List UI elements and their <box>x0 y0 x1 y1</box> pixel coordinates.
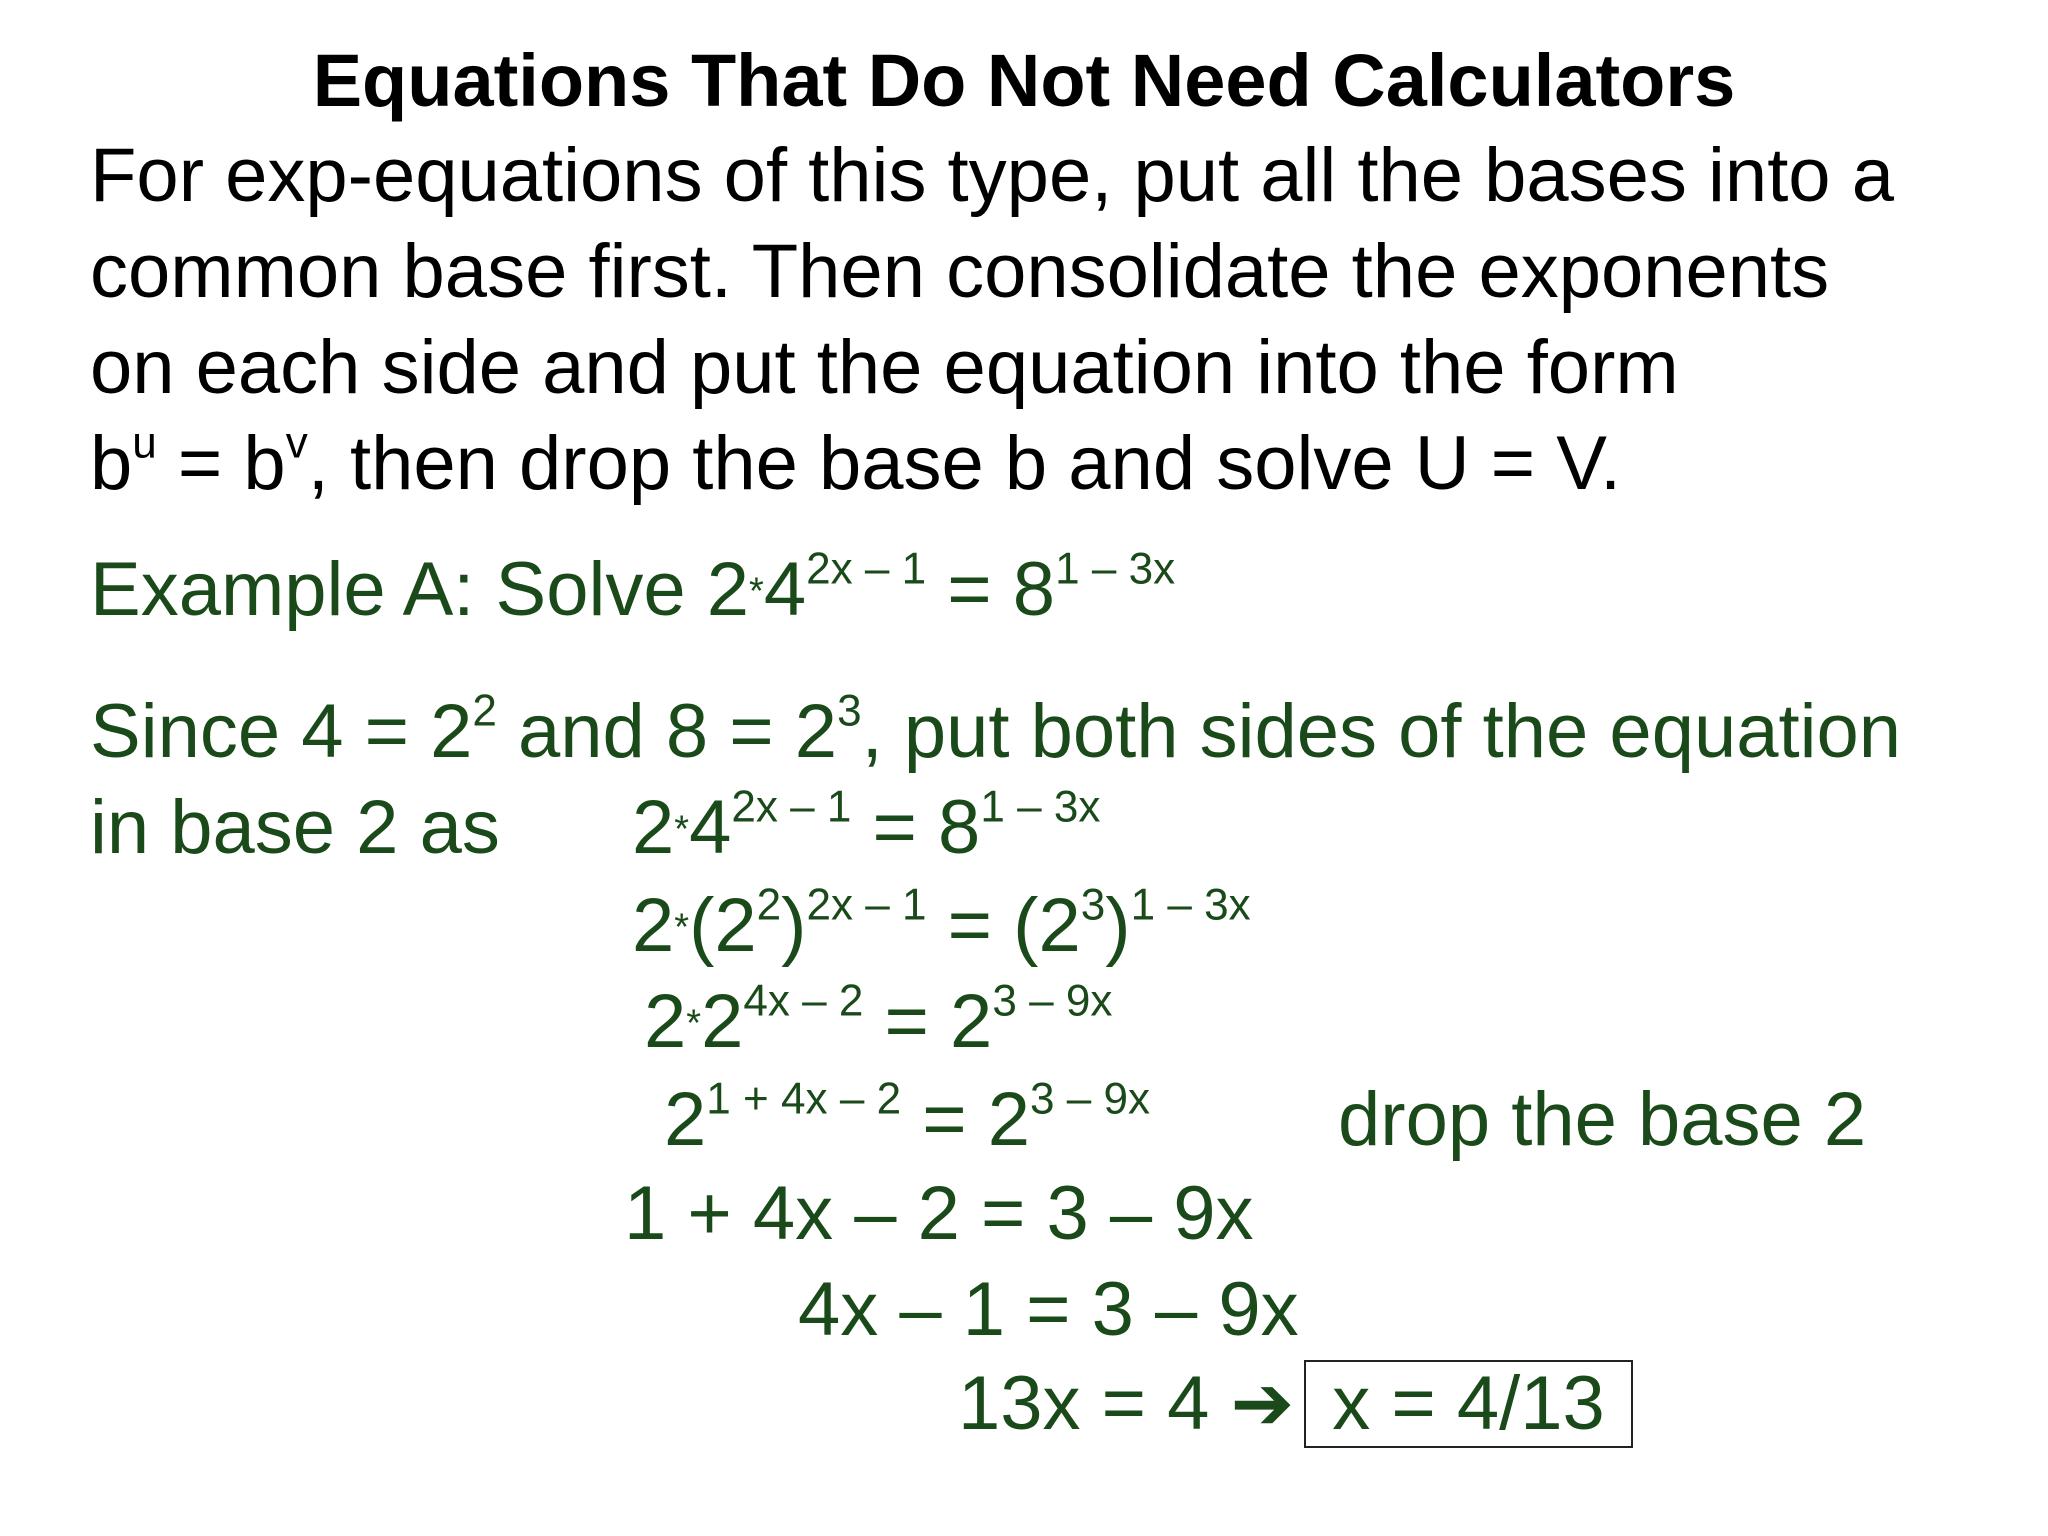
step-3 <box>644 974 1112 1070</box>
multiply-star: * <box>749 570 764 613</box>
example-exp1: 2x – 1 <box>806 544 927 594</box>
arrow-right-icon: ➔ <box>1230 1361 1295 1446</box>
intro-rest: , then drop the base b and solve U = V. <box>307 421 1622 506</box>
intro-line-2: common base first. Then consolidate the exponents <box>90 229 1830 314</box>
s2-e2: 1 – 3x <box>1130 880 1251 930</box>
s2-d-e: 3 <box>1080 880 1106 930</box>
s1-e2: 1 – 3x <box>980 782 1101 832</box>
s1-star: * <box>674 808 690 851</box>
intro-u-exp: u <box>132 418 157 468</box>
s3-e2: 3 – 9x <box>992 976 1113 1026</box>
intro-line-3: on each side and put the equation into the form <box>90 325 1679 410</box>
drop-base-note: drop the base 2 <box>1338 1077 1867 1162</box>
s3-c: = 2 <box>863 979 993 1064</box>
s1-b: 4 <box>689 785 732 870</box>
step-6: 4x – 1 = 3 – 9x <box>798 1267 1299 1352</box>
s3-a: 2 <box>644 979 687 1064</box>
since-b: and 8 = 2 <box>496 689 838 774</box>
intro-v-exp: v <box>285 418 308 468</box>
since-a-exp: 2 <box>472 686 497 736</box>
s2-star: * <box>674 906 690 949</box>
intro-eq: = b <box>156 421 286 506</box>
since-c: , put both sides of the equation <box>861 689 1902 774</box>
s3-star: * <box>686 1002 702 1045</box>
answer-box: x = 4/13 <box>1304 1360 1633 1448</box>
s2-a: 2 <box>632 883 675 968</box>
step-7 <box>958 1356 1633 1452</box>
s2-e1: 2x – 1 <box>806 880 927 930</box>
example-exp2: 1 – 3x <box>1055 544 1176 594</box>
example-a <box>90 542 1175 638</box>
s2-b-e: 2 <box>756 880 782 930</box>
s4-c: = 2 <box>901 1077 1030 1162</box>
s2-f: ) <box>1105 883 1131 968</box>
intro-b: b <box>90 421 133 506</box>
step-5: 1 + 4x – 2 = 3 – 9x <box>624 1171 1254 1256</box>
s1-c: = 8 <box>851 785 981 870</box>
example-eq: = 8 <box>926 547 1056 632</box>
intro-line-1: For exp-equations of this type, put all the bases into a <box>90 133 1894 218</box>
since-line-2: in base 2 as <box>90 785 500 870</box>
example-base4: 4 <box>763 547 807 632</box>
s3-b: 2 <box>701 979 744 1064</box>
s2-d: = (2 <box>926 883 1081 968</box>
s3-e1: 4x – 2 <box>743 976 864 1026</box>
s2-b: (2 <box>689 883 757 968</box>
intro-paragraph <box>90 128 2040 512</box>
s4-e1: 1 + 4x – 2 <box>706 1074 902 1124</box>
step-2 <box>632 878 1251 974</box>
since-a: Since 4 = 2 <box>90 689 473 774</box>
s2-c: ) <box>781 883 807 968</box>
step-4 <box>664 1072 1150 1168</box>
s1-e1: 2x – 1 <box>731 782 852 832</box>
slide-title: Equations That Do Not Need Calculators <box>312 39 1736 122</box>
since-b-exp: 3 <box>837 686 862 736</box>
intro-line-4 <box>90 416 2040 512</box>
since-line-1 <box>90 684 1901 780</box>
s4-e2: 3 – 9x <box>1030 1074 1151 1124</box>
example-label: Example A: Solve 2 <box>90 547 750 632</box>
s7-text: 13x = 4 <box>958 1361 1231 1446</box>
s4-a: 2 <box>664 1077 707 1162</box>
step-1 <box>632 780 1100 876</box>
s1-a: 2 <box>632 785 675 870</box>
